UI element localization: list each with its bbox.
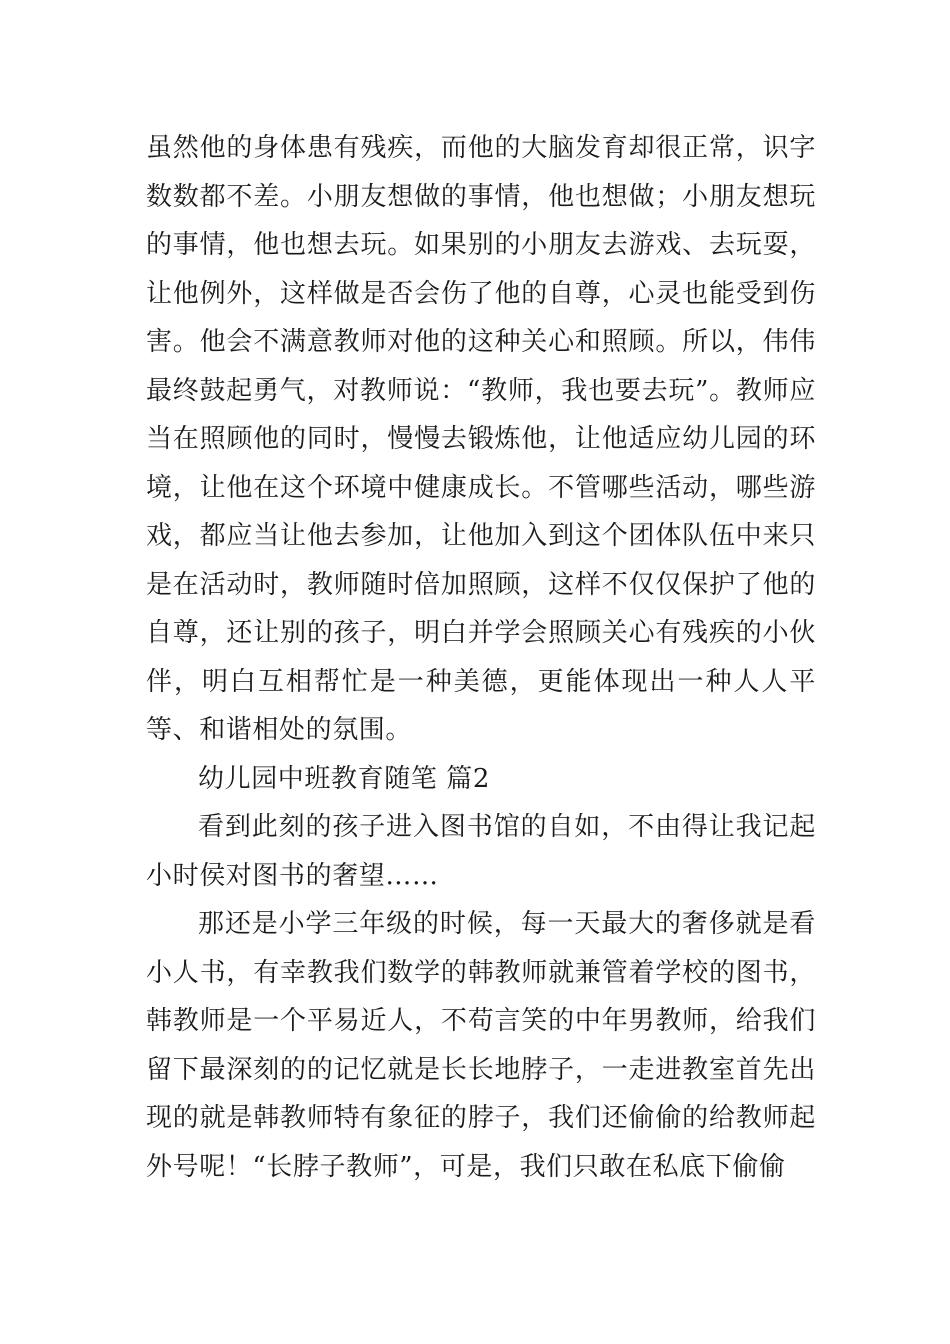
document-body (146, 124, 816, 1191)
section-heading: 幼儿园中班教育随笔 篇2 (198, 763, 491, 794)
paragraph-intro: 看到此刻的孩子进入图书馆的自如，不由得让我记起小时侯对图书的奢望…… (146, 812, 816, 891)
paragraph-continued: 虽然他的身体患有残疾，而他的大脑发育却很正常，识字数数都不差。小朋友想做的事情，他也想做；小朋友想玩的事情，他也想去玩。如果别的小朋友去游戏、去玩耍，让他例外，这样做是否会伤了他的自尊，心灵也能受到伤害。他会不满意教师对他的这种关心和照顾。所以，伟伟最终鼓起勇气，对教师说：“教师，我也要去玩”。教师应当在照顾他的同时，慢慢去锻炼他，让他适应幼儿园的环境，让他在这个环境中健康成长。不管哪些活动，哪些游戏，都应当让他去参加，让他加入到这个团体队伍中来只是在活动时，教师随时倍加照顾，这样不仅仅保护了他的自尊，还让别的孩子，明白并学会照顾关心有残疾的小伙伴，明白互相帮忙是一种美德，更能体现出一种人人平等、和谐相处的氛围。 (146, 133, 816, 745)
paragraph-memory: 那还是小学三年级的时候，每一天最大的奢侈就是看小人书，有幸教我们数学的韩教师就兼管着学校的图书，韩教师是一个平易近人，不苟言笑的中年男教师，给我们留下最深刻的的记忆就是长长地脖子，一走进教室首先出现的就是韩教师特有象征的脖子，我们还偷偷的给教师起外号呢！“长脖子教师”，可是，我们只敢在私底下偷偷 (146, 909, 816, 1182)
